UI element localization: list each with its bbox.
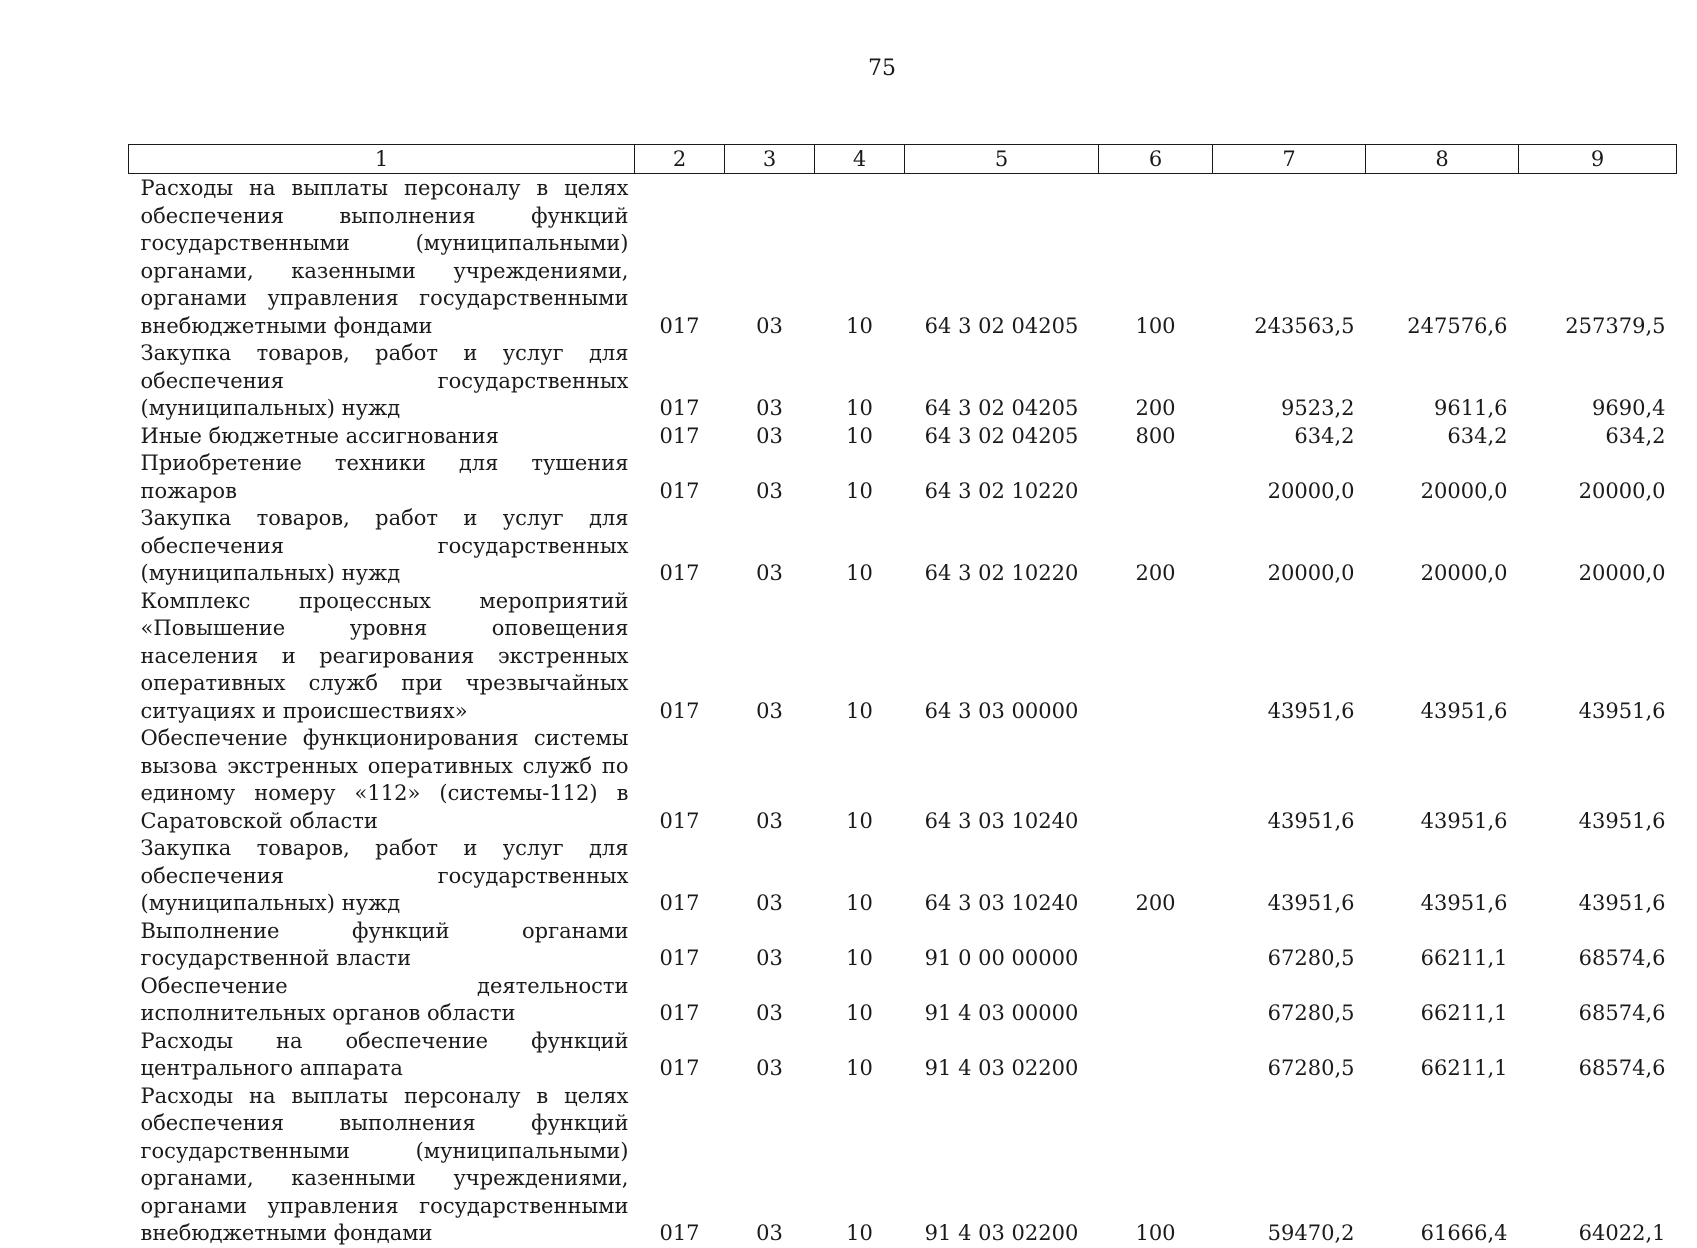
- row-expense-type-cell: 200: [1135, 891, 1176, 915]
- column-header-4: 4: [815, 145, 905, 174]
- row-target-code-cell: 64 3 03 10240: [924, 891, 1079, 915]
- row-expense-type-cell: [1099, 1028, 1213, 1083]
- row-col3-cell: 03: [756, 698, 783, 723]
- row-amount-col7-cell: 634,2: [1294, 423, 1355, 448]
- row-target-code-cell: 64 3 02 10220: [924, 561, 1079, 585]
- row-col2-cell: 017: [659, 808, 700, 833]
- row-col4-cell: 10: [846, 478, 873, 503]
- row-amount-col7-cell: 43951,6: [1267, 891, 1355, 915]
- row-name-cell: Расходы на выплаты персоналу в целях обеспечения выполнения функций государственными (муниципальными) органами, казенными учреждениями, органами управления государственными внебюджетными фондами: [140, 176, 629, 338]
- column-header-9: 9: [1519, 145, 1677, 174]
- row-amount-col9-cell: 43951,6: [1578, 891, 1666, 915]
- row-amount-col8-cell: 634,2: [1447, 423, 1508, 448]
- row-amount-col9-cell: 20000,0: [1578, 561, 1666, 585]
- row-col2-cell: 017: [659, 891, 700, 915]
- column-header-8: 8: [1366, 145, 1519, 174]
- row-name-cell: Комплекс процессных мероприятий «Повышение уровня оповещения населения и реагирования экстренных оперативных служб при чрезвычайных ситуациях и происшествиях»: [140, 588, 629, 723]
- budget-table: [128, 144, 1677, 1248]
- row-col3-cell: 03: [756, 1221, 783, 1245]
- row-amount-col9-cell: 64022,1: [1578, 1221, 1666, 1245]
- row-col4-cell: 10: [846, 1221, 873, 1245]
- row-name-cell: Расходы на выплаты персоналу в целях обеспечения выполнения функций государственными (муниципальными) органами, казенными учреждениями, органами управления государственными внебюджетными фондами: [140, 1083, 629, 1245]
- row-amount-col9-cell: 43951,6: [1578, 698, 1666, 723]
- row-col2-cell: 017: [659, 1221, 700, 1245]
- table-body: [129, 174, 1677, 1248]
- row-col3-cell: 03: [756, 946, 783, 970]
- row-amount-col9-cell: 9690,4: [1592, 396, 1666, 420]
- row-col2-cell: 017: [659, 478, 700, 503]
- table-row: [129, 423, 1677, 451]
- column-header-2: 2: [635, 145, 725, 174]
- row-col4-cell: 10: [846, 561, 873, 585]
- row-amount-col7-cell: 43951,6: [1267, 808, 1355, 833]
- row-target-code-cell: 91 0 00 00000: [924, 946, 1079, 970]
- row-col4-cell: 10: [846, 698, 873, 723]
- row-name-cell: Закупка товаров, работ и услуг для обеспечения государственных (муниципальных) нужд: [140, 836, 629, 915]
- row-col2-cell: 017: [659, 698, 700, 723]
- row-expense-type-cell: 800: [1135, 423, 1176, 448]
- column-header-3: 3: [725, 145, 815, 174]
- column-header-1: 1: [129, 145, 635, 174]
- row-col2-cell: 017: [659, 313, 700, 338]
- row-col2-cell: 017: [659, 423, 700, 448]
- row-amount-col8-cell: 66211,1: [1420, 946, 1508, 970]
- row-amount-col8-cell: 247576,6: [1407, 313, 1508, 338]
- table-row: [129, 505, 1677, 588]
- row-amount-col8-cell: 9611,6: [1434, 396, 1508, 420]
- row-name-cell: Иные бюджетные ассигнования: [140, 423, 499, 448]
- table-row: [129, 973, 1677, 1028]
- row-amount-col8-cell: 20000,0: [1420, 478, 1508, 503]
- row-col4-cell: 10: [846, 396, 873, 420]
- row-col4-cell: 10: [846, 1056, 873, 1080]
- row-amount-col7-cell: 67280,5: [1267, 946, 1355, 970]
- row-col4-cell: 10: [846, 423, 873, 448]
- row-col4-cell: 10: [846, 891, 873, 915]
- table-header: [129, 145, 1677, 174]
- row-expense-type-cell: [1099, 450, 1213, 505]
- row-target-code-cell: 64 3 02 04205: [924, 313, 1079, 338]
- row-amount-col8-cell: 66211,1: [1420, 1056, 1508, 1080]
- row-target-code-cell: 64 3 02 10220: [924, 478, 1079, 503]
- table-row: [129, 1028, 1677, 1083]
- row-col3-cell: 03: [756, 396, 783, 420]
- table-row: [129, 835, 1677, 918]
- row-expense-type-cell: [1099, 973, 1213, 1028]
- table-row: [129, 450, 1677, 505]
- row-col2-cell: 017: [659, 946, 700, 970]
- row-name-cell: Обеспечение деятельности исполнительных органов области: [140, 973, 629, 1025]
- table-row: [129, 588, 1677, 726]
- table-row: [129, 918, 1677, 973]
- row-col3-cell: 03: [756, 808, 783, 833]
- row-amount-col7-cell: 243563,5: [1254, 313, 1355, 338]
- row-expense-type-cell: 200: [1135, 561, 1176, 585]
- row-name-cell: Обеспечение функционирования системы вызова экстренных оперативных служб по единому номеру «112» (системы-112) в Саратовской области: [140, 726, 629, 833]
- row-col3-cell: 03: [756, 561, 783, 585]
- row-col3-cell: 03: [756, 313, 783, 338]
- row-col4-cell: 10: [846, 946, 873, 970]
- row-amount-col9-cell: 257379,5: [1565, 313, 1666, 338]
- row-target-code-cell: 91 4 03 02200: [924, 1221, 1079, 1245]
- row-col3-cell: 03: [756, 423, 783, 448]
- row-amount-col9-cell: 68574,6: [1578, 946, 1666, 970]
- table-row: [129, 725, 1677, 835]
- row-name-cell: Расходы на обеспечение функций центрального аппарата: [140, 1028, 629, 1080]
- page-number: 75: [868, 56, 896, 81]
- row-col3-cell: 03: [756, 1001, 783, 1025]
- row-amount-col9-cell: 43951,6: [1578, 808, 1666, 833]
- row-expense-type-cell: 100: [1135, 313, 1176, 338]
- row-amount-col7-cell: 67280,5: [1267, 1056, 1355, 1080]
- row-name-cell: Закупка товаров, работ и услуг для обеспечения государственных (муниципальных) нужд: [140, 341, 629, 420]
- row-amount-col7-cell: 20000,0: [1267, 478, 1355, 503]
- row-name-cell: Приобретение техники для тушения пожаров: [140, 451, 629, 503]
- row-col3-cell: 03: [756, 478, 783, 503]
- row-amount-col7-cell: 20000,0: [1267, 561, 1355, 585]
- header-row: [129, 145, 1677, 174]
- row-expense-type-cell: [1099, 725, 1213, 835]
- row-col2-cell: 017: [659, 561, 700, 585]
- row-amount-col7-cell: 67280,5: [1267, 1001, 1355, 1025]
- row-target-code-cell: 91 4 03 00000: [924, 1001, 1079, 1025]
- table-row: [129, 340, 1677, 423]
- row-amount-col8-cell: 43951,6: [1420, 698, 1508, 723]
- row-amount-col8-cell: 20000,0: [1420, 561, 1508, 585]
- row-col2-cell: 017: [659, 396, 700, 420]
- table-row: [129, 174, 1677, 341]
- column-header-5: 5: [905, 145, 1099, 174]
- row-target-code-cell: 64 3 03 00000: [924, 698, 1079, 723]
- row-target-code-cell: 64 3 02 04205: [924, 423, 1079, 448]
- column-header-7: 7: [1213, 145, 1366, 174]
- row-amount-col9-cell: 20000,0: [1578, 478, 1666, 503]
- row-target-code-cell: 64 3 02 04205: [924, 396, 1079, 420]
- row-col3-cell: 03: [756, 1056, 783, 1080]
- row-name-cell: Выполнение функций органами государственной власти: [140, 918, 629, 970]
- row-amount-col8-cell: 66211,1: [1420, 1001, 1508, 1025]
- column-header-6: 6: [1099, 145, 1213, 174]
- row-expense-type-cell: [1099, 918, 1213, 973]
- row-col4-cell: 10: [846, 1001, 873, 1025]
- table-row: [129, 1083, 1677, 1248]
- row-amount-col8-cell: 43951,6: [1420, 891, 1508, 915]
- row-expense-type-cell: [1099, 588, 1213, 726]
- row-target-code-cell: 64 3 03 10240: [924, 808, 1079, 833]
- row-col2-cell: 017: [659, 1056, 700, 1080]
- row-expense-type-cell: 100: [1135, 1221, 1176, 1245]
- row-amount-col8-cell: 61666,4: [1420, 1221, 1508, 1245]
- row-amount-col9-cell: 68574,6: [1578, 1001, 1666, 1025]
- row-amount-col7-cell: 43951,6: [1267, 698, 1355, 723]
- row-expense-type-cell: 200: [1135, 396, 1176, 420]
- row-col3-cell: 03: [756, 891, 783, 915]
- row-amount-col8-cell: 43951,6: [1420, 808, 1508, 833]
- row-amount-col7-cell: 9523,2: [1281, 396, 1355, 420]
- row-amount-col9-cell: 634,2: [1605, 423, 1666, 448]
- row-col4-cell: 10: [846, 313, 873, 338]
- row-col4-cell: 10: [846, 808, 873, 833]
- row-amount-col9-cell: 68574,6: [1578, 1056, 1666, 1080]
- row-amount-col7-cell: 59470,2: [1267, 1221, 1355, 1245]
- row-target-code-cell: 91 4 03 02200: [924, 1056, 1079, 1080]
- row-col2-cell: 017: [659, 1001, 700, 1025]
- row-name-cell: Закупка товаров, работ и услуг для обеспечения государственных (муниципальных) нужд: [140, 506, 629, 585]
